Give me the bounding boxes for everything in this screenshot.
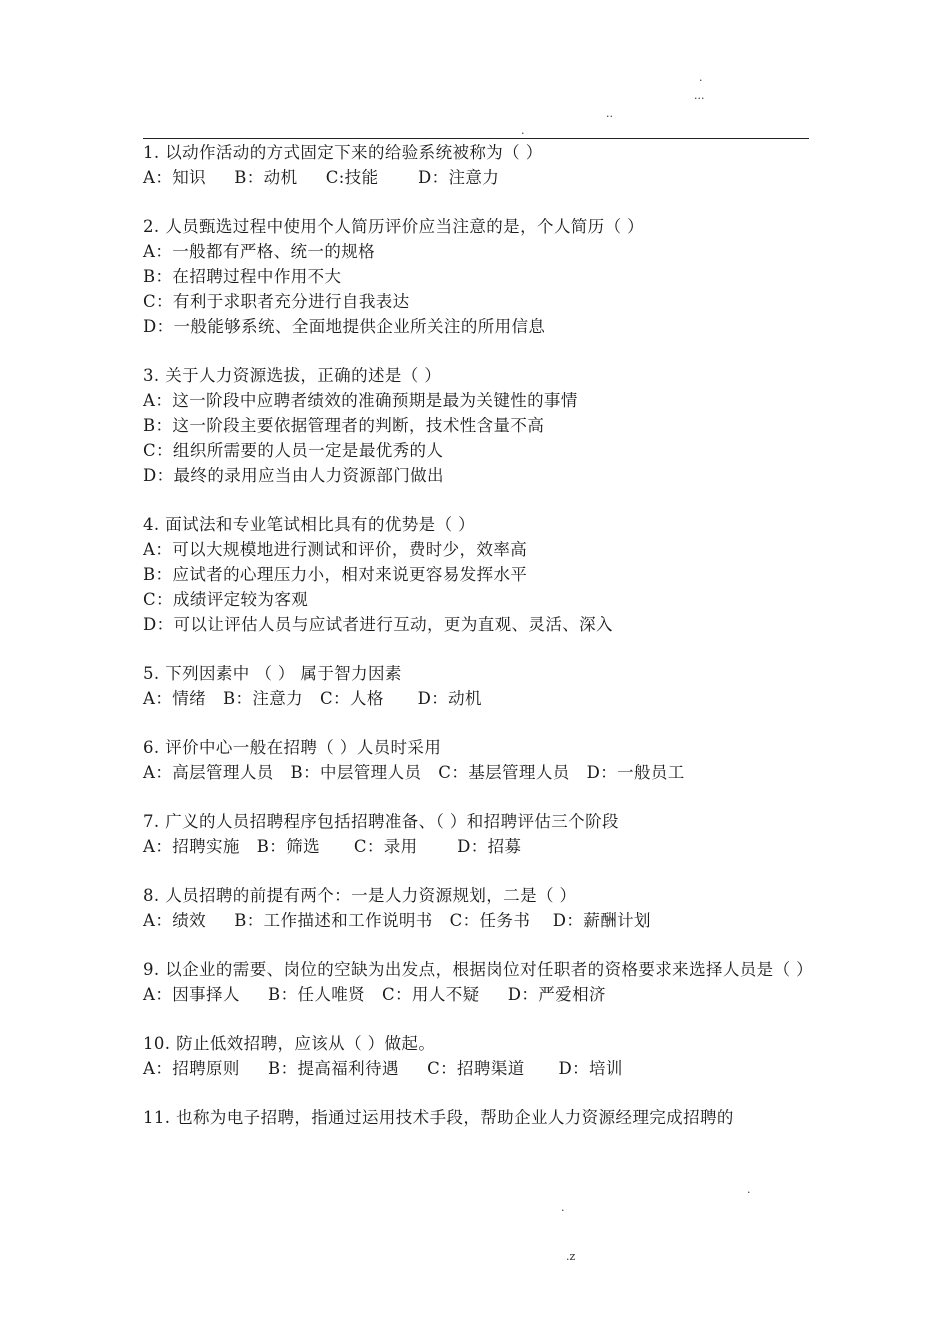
question-1 xyxy=(143,140,813,190)
question-4 xyxy=(143,512,813,637)
question-stem: 1. 以动作活动的方式固定下来的给验系统被称为（ ） xyxy=(143,143,543,162)
question-stem: 6. 评价中心一般在招聘（ ）人员时采用 xyxy=(143,738,442,757)
option-line: A：可以大规模地进行测试和评价，费时少，效率高 xyxy=(143,540,528,559)
header-rule xyxy=(143,138,809,139)
question-stem: 10. 防止低效招聘，应该从（ ）做起。 xyxy=(143,1034,436,1053)
option-line: A：招聘实施 B：筛选 C：录用 D：招募 xyxy=(143,837,522,856)
question-list xyxy=(143,140,813,1154)
option-line: B：应试者的心理压力小，相对来说更容易发挥水平 xyxy=(143,565,528,584)
header-mark: .. xyxy=(606,107,613,120)
question-stem: 2. 人员甄选过程中使用个人简历评价应当注意的是，个人简历（ ） xyxy=(143,217,645,236)
option-line: A：高层管理人员 B：中层管理人员 C：基层管理人员 D：一般员工 xyxy=(143,763,685,782)
option-line: D：最终的录用应当由人力资源部门做出 xyxy=(143,466,444,485)
question-7 xyxy=(143,809,813,859)
question-stem: 11. 也称为电子招聘，指通过运用技术手段，帮助企业人力资源经理完成招聘的 xyxy=(143,1108,734,1127)
footer-mark: . xyxy=(747,1183,751,1196)
option-line: D：一般能够系统、全面地提供企业所关注的所用信息 xyxy=(143,317,546,336)
question-stem: 7. 广义的人员招聘程序包括招聘准备、（ ）和招聘评估三个阶段 xyxy=(143,812,619,831)
header-mark: ... xyxy=(694,89,705,102)
question-stem: 4. 面试法和专业笔试相比具有的优势是（ ） xyxy=(143,515,476,534)
option-line: C：成绩评定较为客观 xyxy=(143,590,309,609)
option-line: A：招聘原则 B：提高福利待遇 C：招聘渠道 D：培训 xyxy=(143,1059,623,1078)
option-line: A：情绪 B：注意力 C：人格 D：动机 xyxy=(143,689,482,708)
option-line: A：一般都有严格、统一的规格 xyxy=(143,242,376,261)
question-stem: 5. 下列因素中 （ ） 属于智力因素 xyxy=(143,664,402,683)
question-stem: 3. 关于人力资源选拔，正确的述是（ ） xyxy=(143,366,442,385)
question-5 xyxy=(143,661,813,711)
page-footer-label: .z xyxy=(566,1250,576,1263)
question-10 xyxy=(143,1031,813,1081)
header-mark: . xyxy=(699,71,703,84)
option-line: B：在招聘过程中作用不大 xyxy=(143,267,342,286)
question-11 xyxy=(143,1105,813,1130)
option-line: A：这一阶段中应聘者绩效的准确预期是最为关键性的事情 xyxy=(143,391,578,410)
option-line: D：可以让评估人员与应试者进行互动，更为直观、灵活、深入 xyxy=(143,615,613,634)
question-stem: 8. 人员招聘的前提有两个：一是人力资源规划，二是（ ） xyxy=(143,886,577,905)
question-9 xyxy=(143,957,813,1007)
option-line: A：知识 B：动机 C:技能 D：注意力 xyxy=(143,168,500,187)
option-line: A：绩效 B：工作描述和工作说明书 C：任务书 D：薪酬计划 xyxy=(143,911,651,930)
option-line: C：组织所需要的人员一定是最优秀的人 xyxy=(143,441,444,460)
header-mark: . xyxy=(521,124,525,137)
option-line: C：有利于求职者充分进行自我表达 xyxy=(143,292,410,311)
footer-mark: . xyxy=(561,1201,565,1214)
question-6 xyxy=(143,735,813,785)
question-2 xyxy=(143,214,813,339)
question-3 xyxy=(143,363,813,488)
option-line: B：这一阶段主要依据管理者的判断，技术性含量不高 xyxy=(143,416,545,435)
option-line: A：因事择人 B：任人唯贤 C：用人不疑 D：严爱相济 xyxy=(143,985,606,1004)
question-8 xyxy=(143,883,813,933)
question-stem: 9. 以企业的需要、岗位的空缺为出发点，根据岗位对任职者的资格要求来选择人员是（ ） xyxy=(143,960,814,979)
